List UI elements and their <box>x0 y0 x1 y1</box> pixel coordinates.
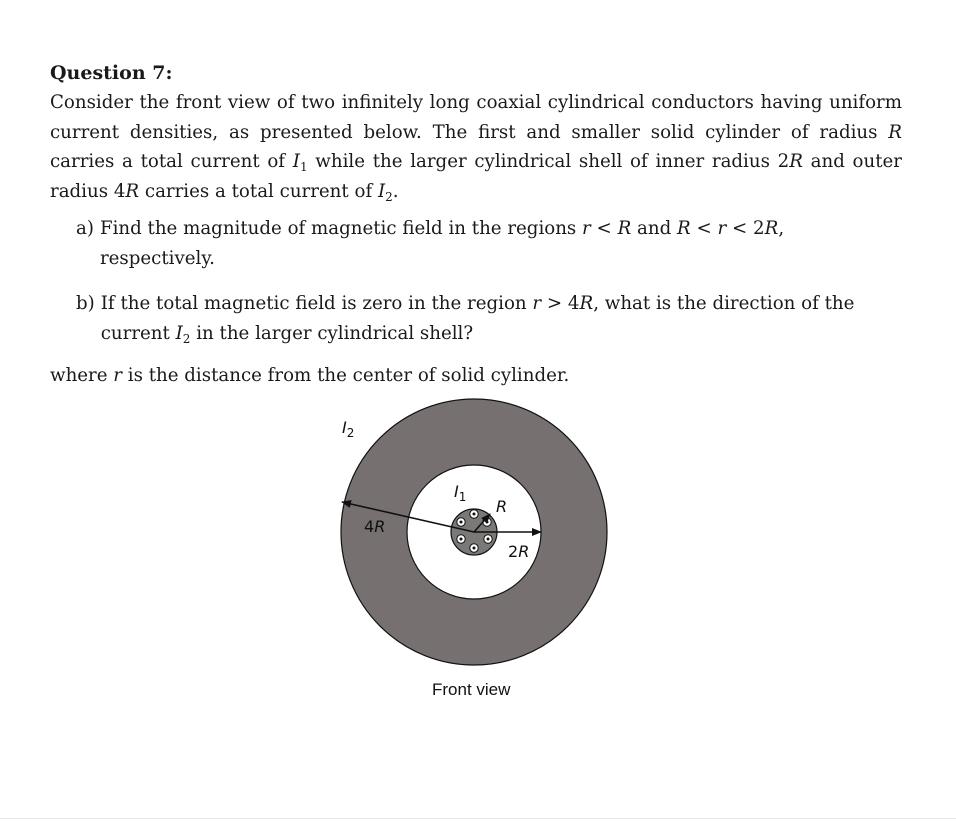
math-symbol: r <box>532 293 542 314</box>
math-subscript: 1 <box>299 160 308 174</box>
current-dot <box>470 544 478 552</box>
math-symbol: R <box>579 293 594 314</box>
math-subscript: 2 <box>182 331 191 346</box>
part-a-text: Find the magnitude of magnetic field in the regions r < R and R < r < 2R, respectively. <box>99 218 785 269</box>
math-symbol: I <box>292 151 300 172</box>
part-b-label: b) <box>76 293 95 314</box>
label-i1: $I_1$ <box>454 482 467 504</box>
part-a-label: a) <box>76 218 94 239</box>
page-bottom-rule <box>0 818 956 819</box>
figure-caption: Front view <box>432 680 511 699</box>
current-dot <box>484 535 492 543</box>
math-symbol: I <box>377 180 386 202</box>
math-symbol: r <box>113 365 122 386</box>
part-b-text: If the total magnetic field is zero in the region r > 4R, what is the direction of the current $I_2$ in the larger cylindrical shell? <box>100 293 855 346</box>
math-subscript: 2 <box>385 189 393 204</box>
question-title: Question 7: <box>50 62 173 84</box>
coaxial-figure <box>330 390 620 710</box>
math-symbol: r <box>582 218 591 239</box>
where-note: where r is the distance from the center of solid cylinder. <box>50 365 570 386</box>
math-symbol: R <box>617 218 632 239</box>
current-dot <box>483 518 491 526</box>
label-radius-2r: 2R <box>508 542 530 561</box>
math-symbol: R <box>888 121 902 143</box>
math-symbol: R <box>125 180 140 202</box>
part-a <box>50 214 902 273</box>
current-dot <box>457 518 465 526</box>
math-symbol: r <box>717 218 727 239</box>
question-intro: Consider the front view of two infinitely long coaxial cylindrical conductors having uniform current densities, as presented below. The first and smaller solid cylinder of radius R carries a total current of $I_1$ while the larger cylindrical shell of inner radius 2R and outer radius 4R carries a total current of $I_2$. <box>50 92 902 204</box>
math-symbol: I <box>175 322 183 344</box>
math-symbol: R <box>677 218 691 239</box>
label-radius-4r: 4R <box>364 517 386 536</box>
math-symbol: R <box>789 151 803 172</box>
part-b <box>50 289 902 348</box>
label-i2: $I_2$ <box>342 418 355 440</box>
current-dot <box>470 510 478 518</box>
math-symbol: R <box>764 218 779 239</box>
question-page <box>50 58 902 391</box>
current-dot <box>457 535 465 543</box>
label-radius-r: R <box>496 497 508 516</box>
